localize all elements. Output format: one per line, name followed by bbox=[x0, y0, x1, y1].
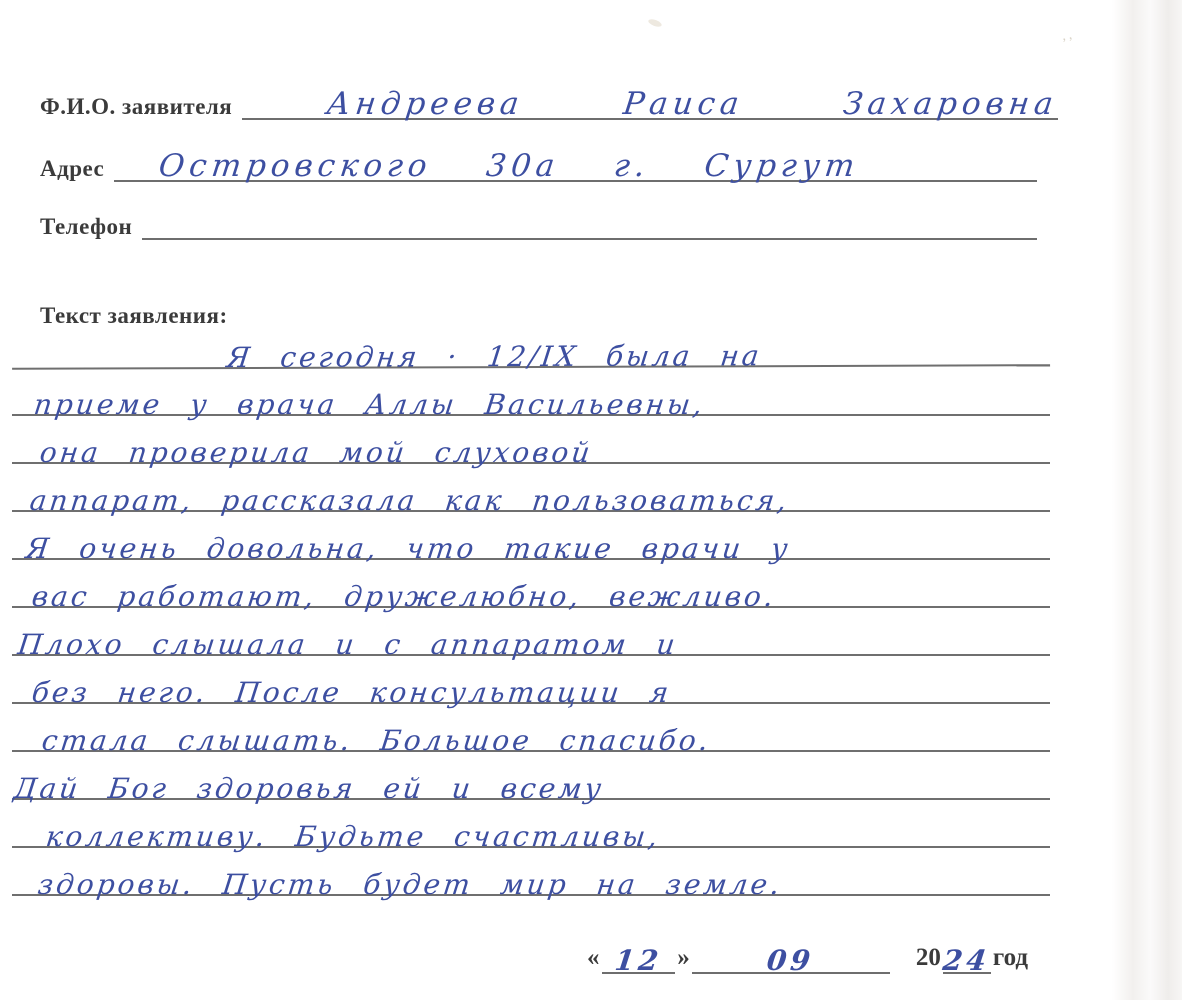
phone-label: Телефон bbox=[40, 214, 133, 239]
date-month-value: 09 bbox=[765, 944, 817, 977]
statement-line bbox=[12, 368, 1050, 421]
field-phone bbox=[40, 190, 1037, 240]
statement-line bbox=[11, 752, 1050, 805]
scan-artifact bbox=[647, 18, 662, 28]
address-line bbox=[114, 128, 1037, 182]
date-year-value: 24 bbox=[941, 944, 993, 977]
statement-line-text: здоровы. Пусть будет мир на земле. bbox=[35, 868, 785, 901]
statement-line-text: без него. После консультации я bbox=[29, 676, 674, 709]
statement-section-label: Текст заявления: bbox=[40, 303, 228, 328]
statement-line bbox=[12, 848, 1050, 901]
address-label: Адрес bbox=[40, 156, 105, 181]
date-year-prefix: 20 bbox=[915, 944, 941, 971]
date-row bbox=[585, 928, 1030, 977]
page-edge-shadow bbox=[1112, 0, 1182, 1000]
date-close-quote: » bbox=[677, 944, 690, 971]
statement-line bbox=[12, 560, 1050, 613]
field-applicant-name bbox=[40, 68, 1061, 122]
statement-line-text: она проверила мой слуховой bbox=[37, 436, 595, 469]
applicant-name-value: Андреева Раиса Захаровна bbox=[325, 86, 1061, 122]
statement-line bbox=[12, 656, 1050, 709]
applicant-name-line bbox=[242, 66, 1061, 122]
applicant-name-label: Ф.И.О. заявителя bbox=[40, 94, 233, 119]
date-day-blank bbox=[602, 926, 676, 977]
scan-artifact: ,, bbox=[1060, 26, 1077, 45]
statement-line-text: Я сегодня · 12/IX была на bbox=[225, 339, 764, 375]
statement-line bbox=[12, 704, 1050, 757]
field-address bbox=[40, 130, 1037, 182]
statement-line-text: аппарат, рассказала как пользоваться, bbox=[27, 484, 792, 517]
date-open-quote: « bbox=[587, 944, 600, 971]
date-day-value: 12 bbox=[612, 944, 664, 977]
statement-line-text: вас работают, дружелюбно, вежливо. bbox=[29, 580, 779, 613]
statement-line-text: Я очень довольна, что такие врачи у bbox=[23, 532, 793, 565]
date-year-blank bbox=[941, 926, 993, 977]
date-year-label: год bbox=[992, 944, 1028, 971]
phone-line bbox=[142, 188, 1037, 240]
statement-line bbox=[12, 318, 1050, 375]
statement-line-text: Дай Бог здоровья ей и всему bbox=[11, 772, 606, 805]
address-value: Островского 30а г. Сургут bbox=[157, 148, 862, 184]
statement-line bbox=[12, 464, 1050, 517]
date-month-blank bbox=[692, 926, 890, 977]
statement-text-area bbox=[11, 320, 1050, 901]
statement-line-text: Плохо слышала и с аппаратом и bbox=[15, 628, 680, 661]
statement-line-text: коллективу. Будьте счастливы, bbox=[43, 820, 663, 853]
statement-line-text: приеме у врача Аллы Васильевны, bbox=[31, 388, 707, 421]
statement-line bbox=[12, 512, 1050, 565]
statement-line bbox=[12, 416, 1050, 469]
statement-line bbox=[12, 608, 1050, 661]
statement-line-text: стала слышать. Большое спасибо. bbox=[39, 724, 713, 757]
statement-line bbox=[12, 800, 1050, 853]
